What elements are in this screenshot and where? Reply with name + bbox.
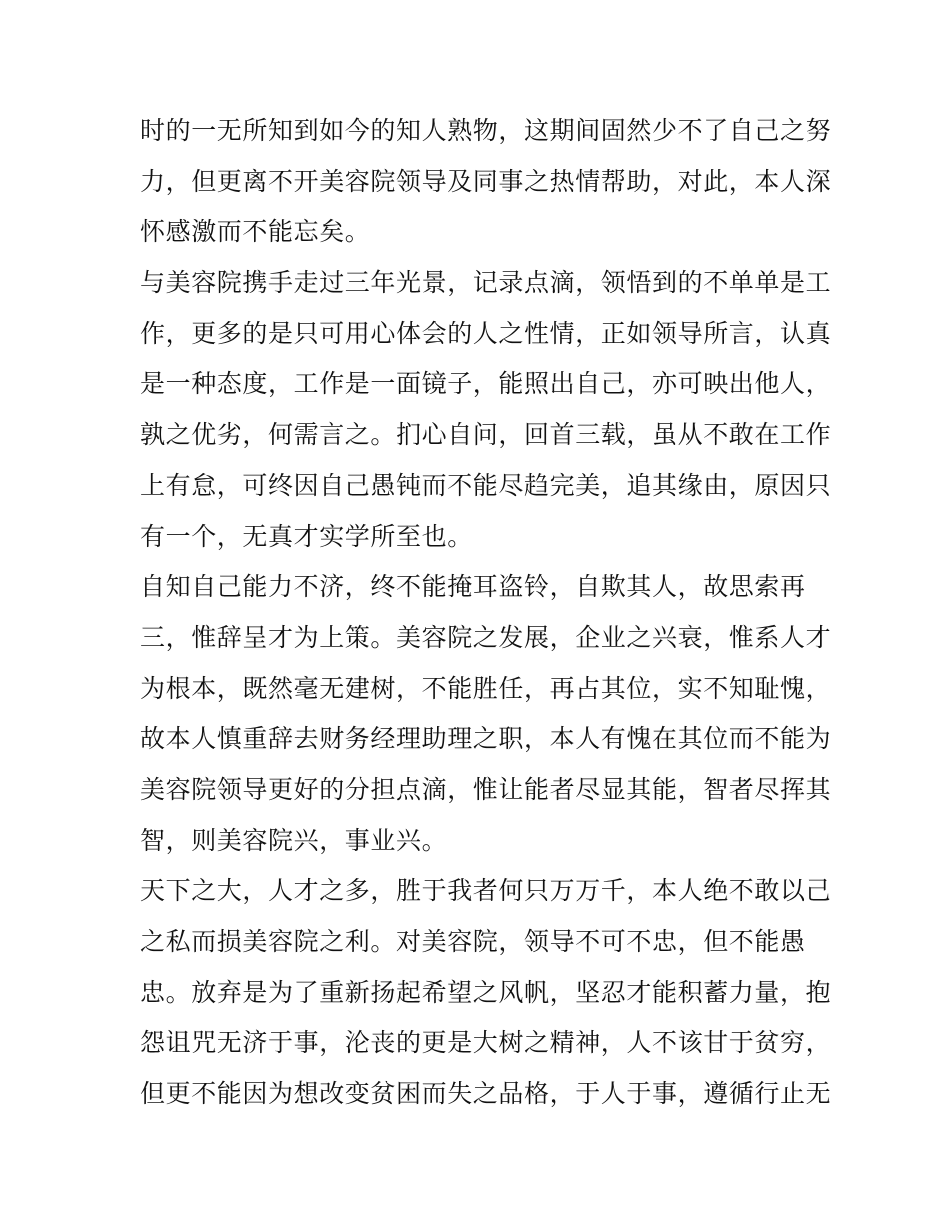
text-line: 作，更多的是只可用心体会的人之性情，正如领导所言，认真 <box>140 318 832 348</box>
text-line: 自知自己能力不济，终不能掩耳盗铃，自欺其人，故思索再 <box>140 572 806 602</box>
text-line: 之私而损美容院之利。对美容院，领导不可不忠，但不能愚 <box>140 927 806 956</box>
body-text <box>140 106 832 1120</box>
text-line: 为根本，既然毫无建树，不能胜任，再占其位，实不知耻愧， <box>140 673 832 703</box>
text-line: 但更不能因为想改变贫困而失之品格，于人于事，遵循行止无 <box>140 1079 832 1109</box>
text-line: 力，但更离不开美容院领导及同事之热情帮助，对此，本人深 <box>140 166 832 196</box>
text-line: 上有怠，可终因自己愚钝而不能尽趋完美，追其缘由，原因只 <box>140 470 832 500</box>
text-line: 智，则美容院兴，事业兴。 <box>140 825 448 855</box>
text-line: 美容院领导更好的分担点滴，惟让能者尽显其能，智者尽挥其 <box>140 774 832 804</box>
text-line: 怀感激而不能忘矣。 <box>140 217 371 247</box>
text-line: 天下之大，人才之多，胜于我者何只万万千，本人绝不敢以己 <box>140 876 832 906</box>
text-line: 时的一无所知到如今的知人熟物，这期间固然少不了自己之努 <box>140 116 832 145</box>
text-line: 是一种态度，工作是一面镜子，能照出自己，亦可映出他人， <box>140 369 832 399</box>
text-line: 故本人慎重辞去财务经理助理之职，本人有愧在其位而不能为 <box>140 724 832 754</box>
text-line: 忠。放弃是为了重新扬起希望之风帆，坚忍才能积蓄力量，抱 <box>140 977 832 1007</box>
text-line: 孰之优劣，何需言之。扪心自问，回首三载，虽从不敢在工作 <box>140 420 832 450</box>
text-line: 与美容院携手走过三年光景，记录点滴，领悟到的不单单是工 <box>140 268 832 298</box>
text-line: 三，惟辞呈才为上策。美容院之发展，企业之兴衰，惟系人才 <box>140 622 832 652</box>
text-line: 有一个，无真才实学所至也。 <box>140 521 473 551</box>
text-line: 怨诅咒无济于事，沦丧的更是大树之精神，人不该甘于贫穷， <box>140 1028 832 1058</box>
